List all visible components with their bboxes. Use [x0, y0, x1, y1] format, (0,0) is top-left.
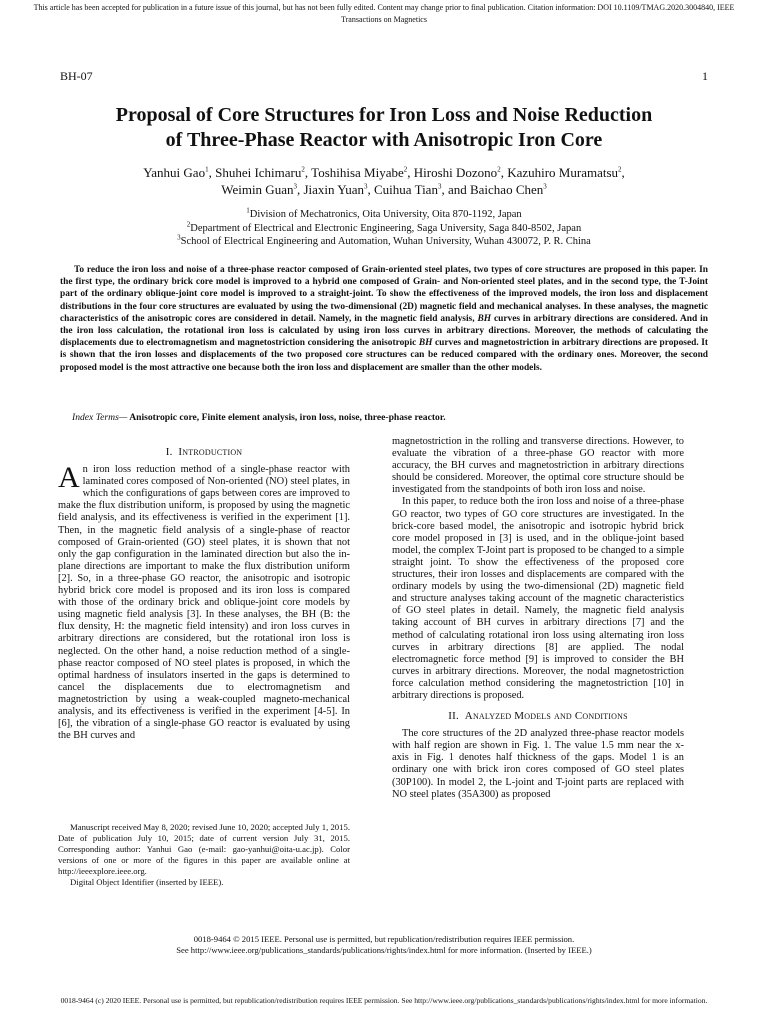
bottom-copyright-note: 0018-9464 (c) 2020 IEEE. Personal use is permitted, but republication/redistribution requires IEEE permission. See http://www.ieee.org/publications_standards/publications/rights/index.html for more information.: [60, 996, 708, 1005]
author-affil-sup: 2: [618, 165, 622, 174]
abstract: [60, 264, 708, 374]
author-sep: ,: [208, 165, 216, 180]
affiliation-list: [60, 208, 708, 249]
author-name: Jiaxin Yuan: [303, 182, 365, 197]
author-affil-sup: 1: [205, 165, 209, 174]
section-heading-introduction: I. Introduction: [165, 446, 243, 458]
author-sep: ,: [367, 182, 375, 197]
author-name: Yanhui Gao: [143, 165, 206, 180]
intro-paragraph-2: In this paper, to reduce both the iron loss and noise of a three-phase GO reactor, two types of GO core structures are investigated. In the brick-core based model, the anisotropic and isotropic hybrid brick core model proposed in [3] is used, and in the oblique-joint based model, the complex T-Joint part is proposed to be changed to a simple straight joint. To show the effectiveness of the proposed core structures, their iron losses and displacements are compared with the ordinary models by using the two-dimensional (2D) magnetic field and structure analyses taking account of the magnetic characteristics of GO steel plates in detail. Namely, the magnetic field analysis taking account of BH curves in arbitrary directions [7] and the method of calculating rotational iron loss using alternating iron loss curves in arbitrary directions [8] are applied. The nodal electromagnetic force method [9] is improved to consider the BH curves in arbitrary directions. Moreover, the nodal magnetostriction force calculation method considering the magnetostriction [10] in arbitrary directions is proposed.: [392, 496, 684, 701]
author-sep: ,: [304, 165, 312, 180]
author-affil-sup: 3: [364, 182, 368, 191]
author-name: Toshihisa Miyabe: [311, 165, 404, 180]
affil-sup: 3: [177, 233, 181, 242]
drop-cap: A: [58, 461, 80, 495]
section-heading-models: II. Analyzed Models and Conditions: [448, 710, 628, 723]
author-name: Weimin Guan: [221, 182, 294, 197]
author-affil-sup: 3: [293, 182, 297, 191]
abstract-text: curves in arbitrary directions are considered. And in the iron loss calculation, the rotational iron loss is calculated by using iron loss curves in arbitrary directions. Moreover, the methods of calculating the displacements due to electromagnetism and magnetostriction considering the anisotropic: [60, 313, 708, 349]
footnote-manuscript: Manuscript received May 8, 2020; revised June 10, 2020; accepted July 1, 2015. Date of publication July 10, 2015; date of current version July 31, 2015. Corresponding author: Yanhui Gao (e-mail: gao-yanhui@oita-u.ac.jp). Color versions of one or more of the figures in this paper are available online at http://ieeexplore.ieee.org.: [58, 822, 350, 876]
copyright-notice: [60, 934, 708, 956]
author-sep: ,: [621, 165, 625, 180]
abstract-bh: BH: [418, 338, 433, 349]
author-name: Shuhei Ichimaru: [215, 165, 302, 180]
page-id: BH-07: [60, 69, 93, 83]
copyright-line-1: 0018-9464 © 2015 IEEE. Personal use is permitted, but republication/redistribution requires IEEE permission.: [193, 934, 575, 944]
author-name: Kazuhiro Muramatsu: [507, 165, 619, 180]
title-line-1: Proposal of Core Structures for Iron Loss and Noise Reduction: [115, 104, 653, 126]
author-name: Baichao Chen: [469, 182, 544, 197]
author-affil-sup: 3: [437, 182, 442, 191]
author-sep: , and: [441, 182, 470, 197]
banner-line-1: This article has been accepted for publication in a future issue of this journal, but has not been fully edited. Content may change prior to final publication. Citation information: DOI 10.1109/TMAG.2020.3004840, IEEE: [33, 3, 735, 12]
author-list: [60, 164, 708, 198]
models-paragraph-1: The core structures of the 2D analyzed three-phase reactor models with half region are shown in Fig. 1. The value 1.5 mm near the x-axis in Fig. 1 denotes half thickness of the gaps. Model 1 is an ordinary one with brick iron cores composed of GO steel plates (30P100). In model 2, the L-joint and T-joint parts are replaced with NO steel plates (35A300) as proposed: [392, 728, 684, 800]
intro-paragraph-continued: magnetostriction in the rolling and transverse directions. However, to evaluate the vibration of a three-phase GO reactor with more accuracy, the BH curves and magnetostriction in arbitrary directions should be considered. Moreover, the optimal core structure should be investigated from the standpoints of both iron loss and noise.: [392, 436, 684, 496]
intro-paragraph-1: [58, 461, 350, 742]
author-sep: ,: [407, 165, 414, 180]
left-column: [58, 446, 350, 742]
abstract-text: curves and magnetostriction in arbitrary directions are proposed. It is shown that the iron losses and displacements of the two proposed core structures can be reduced compared with the ordinary ones. Moreover, the second proposed model is the most attractive one because both the iron loss and displacement are smaller than the other models.: [60, 338, 709, 373]
author-name: Cuihua Tian: [374, 182, 438, 197]
affil-text: Department of Electrical and Electronic Engineering, Saga University, Saga 840-8502, Japan: [190, 222, 582, 234]
author-affil-sup: 3: [543, 182, 547, 191]
title-line-2: of Three-Phase Reactor with Anisotropic Iron Core: [165, 129, 603, 151]
copyright-line-2: See http://www.ieee.org/publications_standards/publications/rights/index.html for more information. (Inserted by IEEE.): [176, 945, 592, 955]
journal-banner: [20, 2, 748, 26]
author-name: Hiroshi Dozono: [413, 165, 498, 180]
footnote-doi: Digital Object Identifier (inserted by IEEE).: [70, 877, 224, 887]
banner-line-2: Transactions on Magnetics: [341, 15, 427, 24]
paper-title: [50, 103, 718, 153]
right-column: [392, 436, 684, 801]
affiliation-item: [60, 208, 708, 222]
author-affil-sup: 2: [497, 165, 501, 174]
footnote: [58, 822, 350, 888]
page-number: 1: [702, 69, 708, 83]
intro-paragraph-1-text: n iron loss reduction method of a single-phase reactor with laminated cores composed of Non-oriented (NO) steel plates, in which the configurations of gaps between cores are improved to make the flux distribution uniform, is proposed by using the magnetic field analysis, and its effectiveness is verified in the experiment [1]. Then, in the magnetic field analysis of a single-phase of reactor composed of Grain-oriented (GO) steel plates, it is shown that not only the gap configuration in the laminated direction but also the in-plane directions are important to make the flux distribution uniform [2]. So, in a three-phase GO reactor, the anisotropic and isotropic hybrid brick core model is proposed and its iron loss is compared with those of the ordinary brick and oblique-joint core models by using magnetic field analysis [3]. In these analyses, the BH (B: the flux density, H: the magnetic field intensity) and iron loss curves in arbitrary directions are considered, but the rotational iron loss is neglected. On the other hand, a noise reduction method of a single-phase reactor composed of NO steel plates is proposed, in which the optimal hardness of insulators inserted in the gaps is determined to cancel the displacements due to electromagnetism and magnetostriction by using a weak-coupled magneto-mechanical analysis, and its effectiveness is verified in the experiment [4-5]. In [6], the vibration of a single-phase GO reactor is evaluated by using the BH curves and: [58, 464, 350, 742]
index-terms-text: Anisotropic core, Finite element analysis, iron loss, noise, three-phase reactor.: [129, 412, 446, 423]
affiliation-item: [60, 222, 708, 236]
affiliation-item: [60, 235, 708, 249]
affil-sup: 1: [246, 206, 250, 215]
author-sep: ,: [500, 165, 508, 180]
author-line-1: [60, 164, 708, 181]
index-terms: [60, 412, 708, 424]
author-affil-sup: 2: [301, 165, 305, 174]
index-terms-lead: Index Terms—: [72, 412, 128, 423]
affil-sup: 2: [186, 220, 191, 228]
author-sep: ,: [296, 182, 304, 197]
author-line-2: [60, 181, 708, 198]
affil-text: Division of Mechatronics, Oita University, Oita 870-1192, Japan: [249, 209, 522, 220]
affil-text: School of Electrical Engineering and Automation, Wuhan University, Wuhan 430072, P. R. China: [180, 236, 591, 247]
abstract-text: To reduce the iron loss and noise of a three-phase reactor composed of Grain-oriented steel plates, two types of core structures are proposed in this paper. In the first type, the ordinary brick core model is improved to a hybrid one composed of Grain- and Non-oriented steel plates, and in the second type, the T-Joint part of the ordinary oblique-joint core model is improved to a straight-joint. To show the effectiveness of the improved models, the iron loss and displacement distributions in the four core structures are evaluated by using the two-dimensional (2D) magnetic field and mechanical analyses. In these analyses, the magnetic characteristics of the anisotropic cores are considered in detail. Namely, in the magnetic field analysis,: [60, 265, 708, 324]
author-affil-sup: 2: [403, 165, 408, 174]
abstract-bh: BH: [477, 313, 492, 324]
